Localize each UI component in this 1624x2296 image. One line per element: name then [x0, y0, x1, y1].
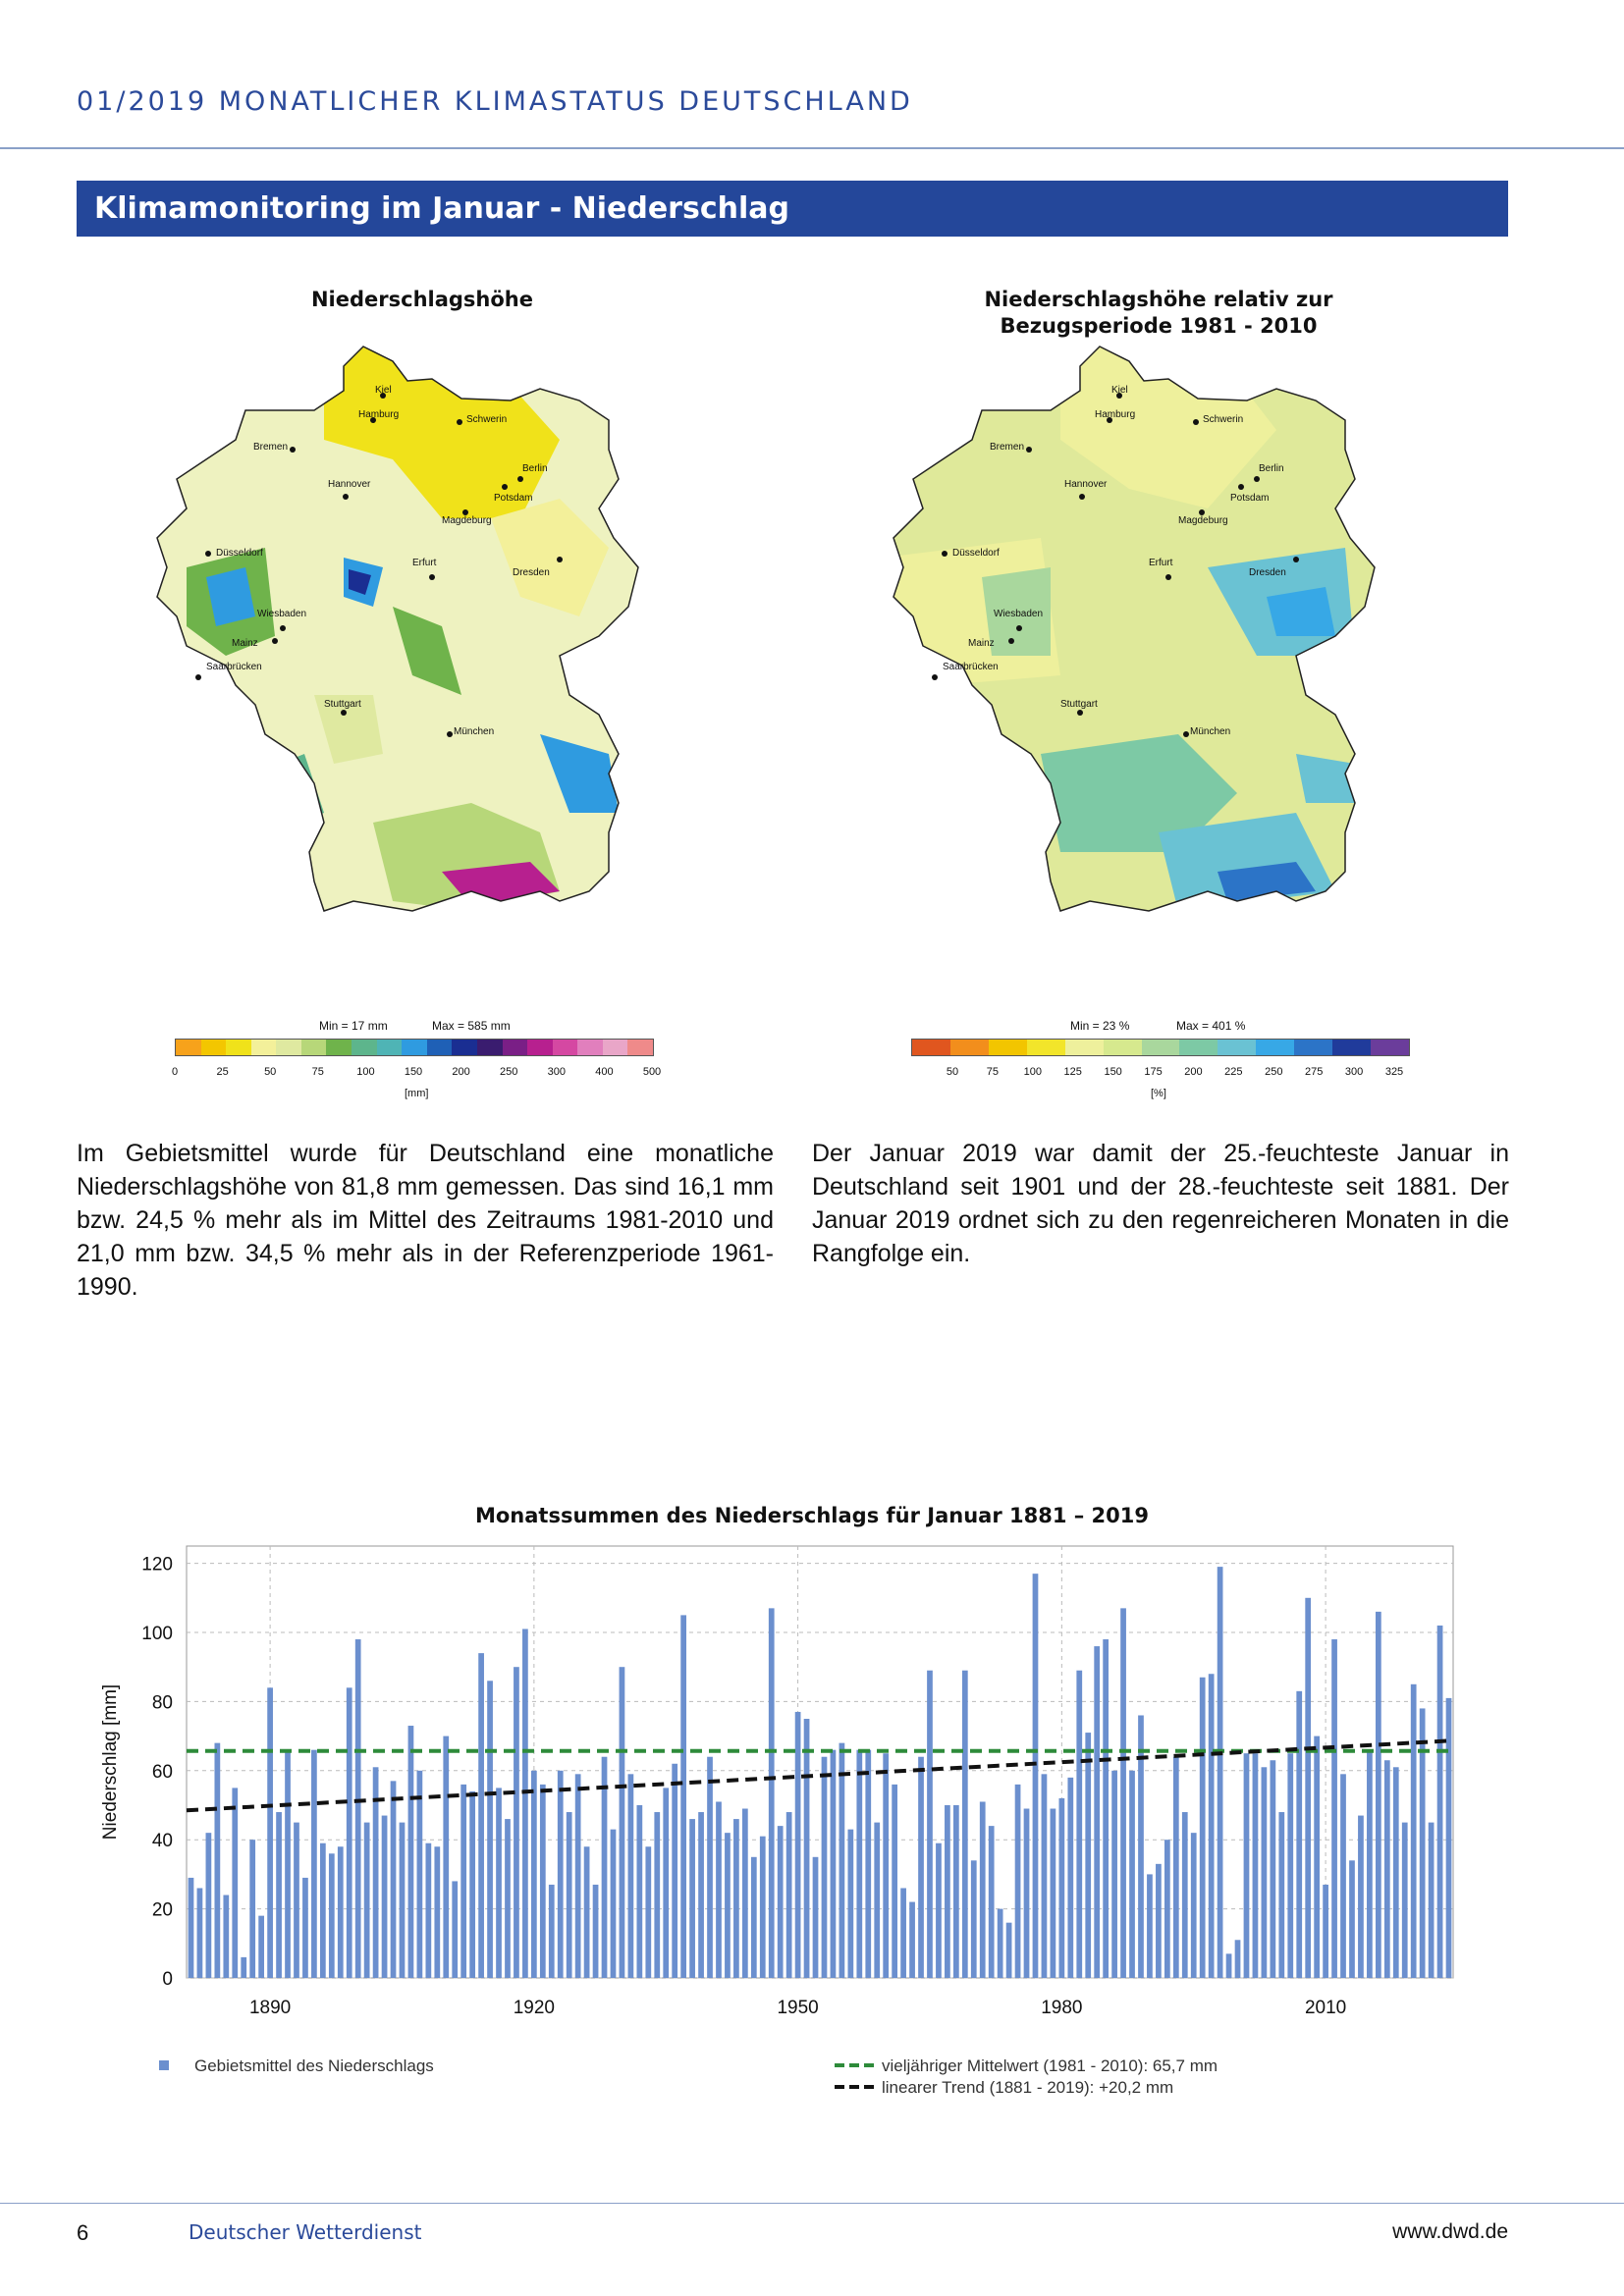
legend-ticks — [884, 1066, 1434, 1082]
precip-bar — [1253, 1753, 1259, 1978]
precip-bar — [733, 1819, 739, 1978]
precip-bar — [892, 1785, 897, 1978]
legend-tick-label: 325 — [1384, 1066, 1404, 1078]
x-tick-label: 1980 — [1041, 1998, 1083, 2018]
legend-tick-label: 250 — [500, 1066, 518, 1078]
legend-tick-label: 50 — [946, 1066, 959, 1078]
color-legend — [911, 1039, 1410, 1056]
header-divider — [0, 147, 1624, 149]
legend-swatch — [577, 1040, 603, 1055]
precip-bar — [1411, 1684, 1417, 1978]
precip-bar — [522, 1629, 528, 1978]
precip-bar — [320, 1843, 326, 1978]
summary-paragraph-left: Im Gebietsmittel wurde für Deutschland eine monatliche Niederschlagshöhe von 81,8 mm gemessen. Das sind 16,1 mm bzw. 24,5 % mehr als im Mittel des Zeitraums 1981-2010 und 21,0 mm bzw. 34,5 % mehr als in der Referenzperiode 1961-1990. — [77, 1140, 774, 1301]
precip-bar — [971, 1860, 977, 1978]
legend-swatch — [301, 1040, 327, 1055]
legend-tick-label: 275 — [1304, 1066, 1324, 1078]
precip-bar — [804, 1719, 810, 1978]
city-label: Stuttgart — [1060, 699, 1098, 710]
precip-bar — [276, 1812, 282, 1978]
city-label: Bremen — [990, 442, 1025, 453]
legend-label: vieljähriger Mittelwert (1981 - 2010): 65,7 mm — [882, 2056, 1218, 2075]
legend-tick-label: 400 — [595, 1066, 614, 1078]
y-tick-label: 80 — [151, 1692, 173, 1714]
precip-bar — [839, 1743, 845, 1978]
map-title — [884, 287, 1434, 340]
precip-bar — [258, 1916, 264, 1978]
precip-bar — [1262, 1767, 1268, 1978]
precip-bar — [751, 1857, 757, 1978]
precip-bar — [989, 1826, 995, 1978]
legend-tick-label: 150 — [404, 1066, 423, 1078]
precip-bar — [707, 1757, 713, 1978]
precip-bar — [1235, 1940, 1241, 1978]
precip-bar — [443, 1736, 449, 1978]
precip-bar — [452, 1881, 458, 1978]
city-label: Potsdam — [1230, 493, 1270, 504]
website-url: www.dwd.de — [1392, 2220, 1508, 2243]
city-label: Mainz — [232, 638, 258, 649]
precip-bar — [1358, 1816, 1364, 1978]
precip-bar — [909, 1902, 915, 1978]
section-banner: Klimamonitoring im Januar - Niederschlag — [77, 181, 1508, 237]
legend-tick-label: 100 — [1023, 1066, 1042, 1078]
city-label: Schwerin — [1203, 414, 1244, 425]
precip-bar — [900, 1888, 906, 1978]
color-legend — [175, 1039, 654, 1056]
precip-bar — [355, 1639, 361, 1978]
precip-bar — [1244, 1753, 1250, 1978]
legend-swatch — [201, 1040, 227, 1055]
precip-bar — [980, 1801, 986, 1978]
legend-tick-label: 175 — [1144, 1066, 1163, 1078]
precip-bar — [1120, 1608, 1126, 1978]
precip-bar — [1331, 1639, 1337, 1978]
precip-bar — [831, 1750, 837, 1978]
max-label: Max = 401 % — [1176, 1019, 1246, 1033]
precip-bar — [1182, 1812, 1188, 1978]
map-title: Niederschlagshöhe — [310, 288, 534, 311]
precip-bar — [636, 1805, 642, 1978]
precip-bar — [1376, 1612, 1381, 1978]
legend-swatch — [276, 1040, 301, 1055]
precip-bar — [795, 1712, 801, 1978]
legend-swatch — [1065, 1040, 1104, 1055]
legend-swatch — [912, 1040, 950, 1055]
precip-bar — [382, 1816, 388, 1978]
min-label: Min = 23 % — [1070, 1019, 1130, 1033]
precip-bar — [936, 1843, 942, 1978]
precip-bar — [1111, 1771, 1117, 1978]
precip-bar — [874, 1823, 880, 1978]
precip-bar — [1296, 1691, 1302, 1978]
precip-bar — [1147, 1874, 1153, 1978]
legend-swatch — [477, 1040, 503, 1055]
precip-bar — [294, 1823, 299, 1978]
precip-bar — [822, 1757, 828, 1978]
y-tick-label: 100 — [141, 1624, 173, 1644]
precip-bar — [654, 1812, 660, 1978]
precip-bar — [400, 1823, 406, 1978]
precip-bar — [611, 1830, 617, 1978]
legend-tick-label: 200 — [452, 1066, 470, 1078]
precip-bar — [769, 1608, 775, 1978]
legend-tick-label: 200 — [1184, 1066, 1203, 1078]
legend-tick-label: 300 — [547, 1066, 566, 1078]
city-label: Düsseldorf — [216, 548, 263, 559]
legend-tick-label: 0 — [171, 1066, 179, 1078]
precip-bar — [1226, 1953, 1232, 1978]
city-label: Düsseldorf — [952, 548, 1000, 559]
y-tick-label: 60 — [151, 1761, 173, 1783]
precip-bar — [575, 1774, 581, 1978]
precip-bar — [487, 1681, 493, 1978]
precip-bar — [813, 1857, 819, 1978]
precip-bar — [1164, 1840, 1170, 1978]
city-label: Wiesbaden — [257, 609, 307, 619]
precip-bar — [549, 1885, 555, 1978]
legend-swatch — [503, 1040, 528, 1055]
x-tick-label: 1890 — [248, 1998, 292, 2018]
precip-bar — [953, 1805, 959, 1978]
precip-bar — [505, 1819, 511, 1978]
precip-bar — [1024, 1809, 1030, 1978]
precip-bar — [1367, 1750, 1373, 1978]
legend-tick-label: 75 — [986, 1066, 1000, 1078]
precip-bar — [778, 1826, 784, 1978]
precip-bar — [1402, 1823, 1408, 1978]
precip-bar — [786, 1812, 792, 1978]
max-label: Max = 585 mm — [432, 1019, 511, 1033]
footer-divider — [0, 2203, 1624, 2204]
precip-bar — [628, 1774, 634, 1978]
precip-bar — [1340, 1774, 1346, 1978]
germany-precip-map — [147, 342, 697, 1009]
precip-bar — [338, 1846, 344, 1978]
precip-bar — [620, 1667, 625, 1978]
legend-swatch — [950, 1040, 989, 1055]
city-label: Berlin — [1259, 463, 1284, 474]
city-label: Kiel — [1111, 385, 1128, 396]
precip-bar — [311, 1750, 317, 1978]
y-tick-label: 0 — [162, 1969, 173, 1990]
legend-swatch — [427, 1040, 453, 1055]
precip-bar — [189, 1878, 194, 1978]
precip-bar — [945, 1805, 950, 1978]
map-panel-precipitation — [147, 283, 697, 1117]
precip-bar — [1314, 1736, 1320, 1978]
precip-bar — [241, 1957, 246, 1978]
precip-bar — [918, 1757, 924, 1978]
precip-bar — [689, 1819, 695, 1978]
city-label: Wiesbaden — [994, 609, 1044, 619]
precip-bar — [1191, 1833, 1197, 1978]
germany-relative-map — [884, 342, 1434, 1009]
legend-swatch — [627, 1040, 653, 1055]
min-label: Min = 17 mm — [319, 1019, 388, 1033]
precip-bar — [1384, 1760, 1390, 1978]
legend-label: Gebietsmittel des Niederschlags — [194, 2056, 434, 2075]
precip-bar — [460, 1785, 466, 1978]
legend-unit: [%] — [1151, 1088, 1166, 1099]
precip-bar — [1006, 1923, 1012, 1978]
legend-swatch — [989, 1040, 1027, 1055]
legend-swatch — [527, 1040, 553, 1055]
city-label: Hannover — [1064, 479, 1108, 490]
precip-bar — [1173, 1757, 1179, 1978]
precip-bar — [1218, 1567, 1223, 1978]
precip-bar — [1305, 1598, 1311, 1978]
legend-tick-label: 100 — [356, 1066, 375, 1078]
precip-bar — [1076, 1671, 1082, 1978]
precip-bar — [391, 1781, 397, 1978]
city-label: Dresden — [1249, 567, 1286, 578]
precip-bar — [1200, 1678, 1206, 1978]
city-label: Dresden — [513, 567, 550, 578]
precip-bar — [417, 1771, 423, 1978]
legend-tick-label: 25 — [216, 1066, 229, 1078]
city-label: Bremen — [253, 442, 289, 453]
legend-swatch — [326, 1040, 352, 1055]
precip-bar — [1270, 1760, 1275, 1978]
precip-bar — [232, 1788, 238, 1978]
precip-bar — [285, 1750, 291, 1978]
precip-bar — [1446, 1698, 1452, 1978]
precip-bar — [760, 1837, 766, 1978]
precip-bar — [206, 1833, 212, 1978]
city-label: Hamburg — [358, 409, 400, 420]
legend-tick-label: 75 — [311, 1066, 324, 1078]
precip-bar — [716, 1801, 722, 1978]
precip-bar — [1156, 1864, 1162, 1978]
precip-bar — [1278, 1812, 1284, 1978]
precip-bar — [1058, 1798, 1064, 1978]
legend-swatch — [352, 1040, 377, 1055]
precip-bar — [1094, 1646, 1100, 1978]
precip-bar — [584, 1846, 590, 1978]
precip-bar — [514, 1667, 519, 1978]
precip-bar — [1015, 1785, 1021, 1978]
legend-swatch — [226, 1040, 251, 1055]
precip-bar — [698, 1812, 704, 1978]
precip-bar — [249, 1840, 255, 1978]
precip-bar — [364, 1823, 370, 1978]
precip-bar — [1085, 1733, 1091, 1978]
legend-tick-label: 125 — [1063, 1066, 1082, 1078]
legend-unit: [mm] — [405, 1088, 429, 1099]
precip-bar — [531, 1771, 537, 1978]
legend-swatch — [1218, 1040, 1256, 1055]
precip-bar — [663, 1788, 669, 1978]
legend-swatch — [1371, 1040, 1409, 1055]
city-label: Mainz — [968, 638, 995, 649]
precip-bar — [478, 1653, 484, 1978]
legend-tick-label: 150 — [1104, 1066, 1122, 1078]
legend-swatch — [402, 1040, 427, 1055]
precip-bar-chart — [88, 1536, 1492, 2115]
legend-ticks — [147, 1066, 697, 1082]
city-label: Hamburg — [1095, 409, 1136, 420]
legend-swatch — [1256, 1040, 1294, 1055]
precip-bar — [1437, 1626, 1443, 1978]
x-tick-label: 1920 — [513, 1998, 555, 2018]
precip-bar — [1287, 1753, 1293, 1978]
precip-bar — [408, 1726, 414, 1978]
precip-bar — [998, 1909, 1003, 1978]
legend-swatch — [377, 1040, 403, 1055]
precip-bar — [1042, 1774, 1048, 1978]
precip-bar — [672, 1764, 677, 1978]
legend-swatch — [603, 1040, 628, 1055]
city-label: Saarbrücken — [943, 662, 999, 672]
city-label: Kiel — [375, 385, 392, 396]
city-label: München — [1190, 726, 1231, 737]
precip-bar — [347, 1687, 352, 1978]
precip-bar — [1067, 1778, 1073, 1978]
map-title-line-1: Niederschlagshöhe relativ zur — [984, 288, 1333, 311]
legend-swatch — [1104, 1040, 1142, 1055]
y-tick-label: 120 — [141, 1554, 173, 1575]
legend-bar-swatch — [159, 2060, 169, 2070]
precip-bar — [680, 1615, 686, 1978]
city-label: Berlin — [522, 463, 548, 474]
precip-bar — [1323, 1885, 1328, 1978]
precip-bar — [865, 1750, 871, 1978]
chart-title: Monatssummen des Niederschlags für Januar 1881 – 2019 — [474, 1504, 1150, 1527]
legend-swatch — [1027, 1040, 1065, 1055]
precip-bar — [496, 1788, 502, 1978]
city-label: Stuttgart — [324, 699, 361, 710]
precip-bar — [645, 1846, 651, 1978]
precip-bar — [593, 1885, 599, 1978]
precip-bar — [1051, 1809, 1056, 1978]
precip-bar — [602, 1757, 608, 1978]
legend-tick-label: 50 — [264, 1066, 277, 1078]
precip-bar — [1393, 1767, 1399, 1978]
x-tick-label: 2010 — [1304, 1998, 1347, 2018]
legend-tick-label: 250 — [1265, 1066, 1283, 1078]
precip-bar — [927, 1671, 933, 1978]
precip-bar — [197, 1888, 203, 1978]
y-tick-label: 20 — [151, 1899, 173, 1921]
precip-bar — [1129, 1771, 1135, 1978]
map-title-line-2: Bezugsperiode 1981 - 2010 — [1000, 314, 1318, 338]
legend-swatch — [176, 1040, 201, 1055]
legend-swatch — [1142, 1040, 1180, 1055]
precip-bar — [1138, 1715, 1144, 1978]
city-label: Erfurt — [412, 558, 437, 568]
city-label: Schwerin — [466, 414, 508, 425]
city-label: München — [454, 726, 495, 737]
precip-bar — [1429, 1823, 1435, 1978]
precip-bar — [725, 1833, 731, 1978]
precip-bar — [1349, 1860, 1355, 1978]
precip-bar — [962, 1671, 968, 1978]
page-number: 6 — [77, 2220, 89, 2245]
legend-swatch — [553, 1040, 578, 1055]
map-panel-relative — [884, 283, 1434, 1117]
precip-bar — [558, 1771, 564, 1978]
legend-tick-label: 300 — [1344, 1066, 1364, 1078]
precip-bar — [1033, 1574, 1039, 1978]
legend-tick-label: 500 — [642, 1066, 662, 1078]
precip-bar — [742, 1809, 748, 1978]
city-label: Saarbrücken — [206, 662, 262, 672]
precip-bar — [302, 1878, 308, 1978]
city-label: Magdeburg — [442, 515, 492, 526]
legend-label: linearer Trend (1881 - 2019): +20,2 mm — [882, 2078, 1174, 2097]
city-label: Magdeburg — [1178, 515, 1228, 526]
legend-swatch — [1179, 1040, 1218, 1055]
precip-bar — [214, 1743, 220, 1978]
y-axis-label: Niederschlag [mm] — [100, 1683, 121, 1841]
precip-bar — [223, 1896, 229, 1978]
precip-bar — [434, 1846, 440, 1978]
precip-bar — [567, 1812, 572, 1978]
city-label: Hannover — [328, 479, 371, 490]
org-name: Deutscher Wetterdienst — [189, 2220, 422, 2244]
x-tick-label: 1950 — [777, 1998, 819, 2018]
y-tick-label: 40 — [151, 1831, 173, 1852]
precip-bar — [1103, 1639, 1109, 1978]
precip-bar — [856, 1750, 862, 1978]
precip-bar — [267, 1687, 273, 1978]
legend-swatch — [251, 1040, 277, 1055]
legend-swatch — [1332, 1040, 1371, 1055]
precip-bar — [1209, 1674, 1215, 1978]
precip-bar — [425, 1843, 431, 1978]
city-label: Potsdam — [494, 493, 533, 504]
precip-bar — [469, 1791, 475, 1978]
summary-paragraph-right: Der Januar 2019 war damit der 25.-feuchteste Januar in Deutschland seit 1901 und der 28.-feuchteste seit 1881. Der Januar 2019 ordnet sich zu den regenreicheren Monaten in die Rangfolge ein. — [812, 1140, 1509, 1267]
precip-bar — [883, 1753, 889, 1978]
legend-tick-label: 225 — [1224, 1066, 1243, 1078]
precip-bar — [540, 1785, 546, 1978]
legend-swatch — [1294, 1040, 1332, 1055]
page-header-title: 01/2019 MONATLICHER KLIMASTATUS DEUTSCHLAND — [77, 86, 913, 117]
precip-bar — [329, 1853, 335, 1978]
city-label: Erfurt — [1149, 558, 1173, 568]
precip-bar — [847, 1830, 853, 1978]
precip-bar — [1420, 1708, 1426, 1978]
legend-swatch — [452, 1040, 477, 1055]
